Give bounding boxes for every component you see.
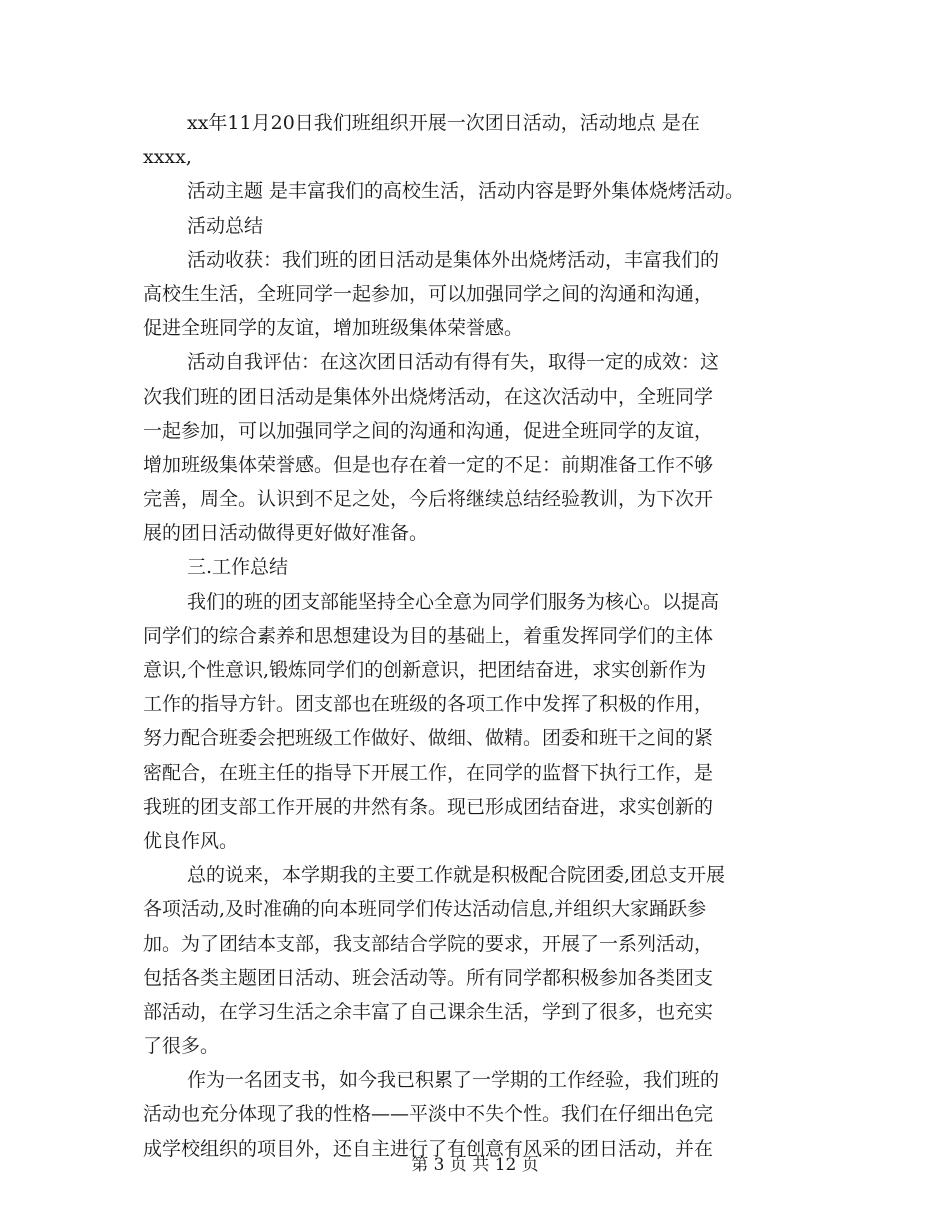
paragraph-line: 我班的团支部工作开展的井然有条。现已形成团结奋进，求实创新的 — [143, 795, 714, 818]
paragraph-line: 促进全班同学的友谊，增加班级集体荣誉感。 — [143, 317, 524, 340]
paragraph-line: 部活动，在学习生活之余丰富了自己课余生活，学到了很多，也充实 — [143, 1000, 714, 1023]
paragraph-line: 意识,个性意识,锻炼同学们的创新意识，把团结奋进，求实创新作为 — [143, 659, 707, 681]
section-heading: 活动总结 — [187, 214, 264, 237]
paragraph-line: 活动主题 是丰富我们的高校生活，活动内容是野外集体烧烤活动。 — [187, 180, 745, 203]
paragraph-line: 活动也充分体现了我的性格——平淡中不失个性。我们在仔细出色完 — [143, 1103, 714, 1126]
paragraph-line: 完善，周全。认识到不足之处，今后将继续总结经验教训，为下次开 — [143, 488, 714, 511]
paragraph-line: 努力配合班委会把班级工作做好、做细、做精。团委和班干之间的紧 — [143, 727, 714, 750]
paragraph-line: 次我们班的团日活动是集体外出烧烤活动，在这次活动中，全班同学 — [143, 385, 714, 408]
paragraph-line: 增加班级集体荣誉感。但是也存在着一定的不足：前期准备工作不够 — [143, 453, 714, 476]
paragraph-line: 我们的班的团支部能坚持全心全意为同学们服务为核心。以提高 — [187, 590, 720, 613]
page-footer — [0, 1153, 950, 1177]
document-body — [143, 106, 815, 1166]
paragraph-line: 总的说来，本学期我的主要工作就是积极配合院团委,团总支开展 — [187, 864, 726, 887]
paragraph-line: 作为一名团支书，如今我已积累了一学期的工作经验，我们班的 — [187, 1069, 720, 1092]
paragraph-line: 活动自我评估：在这次团日活动有得有失，取得一定的成效：这 — [187, 351, 720, 374]
paragraph-line: xx年11月20日我们班组织开展一次团日活动，活动地点 是在 — [187, 112, 700, 134]
paragraph-line: 了很多。 — [143, 1035, 220, 1058]
paragraph-line: xxxx, — [143, 146, 192, 169]
paragraph-line: 同学们的综合素养和思想建设为目的基础上，着重发挥同学们的主体 — [143, 624, 714, 647]
paragraph-line: 加。为了团结本支部，我支部结合学院的要求，开展了一系列活动， — [143, 932, 714, 955]
paragraph-line: 各项活动,及时准确的向本班同学们传达活动信息,并组织大家踊跃参 — [143, 898, 707, 921]
page-number: 第 3 页 共 12 页 — [411, 1155, 539, 1175]
paragraph-line: 展的团日活动做得更好做好准备。 — [143, 522, 429, 545]
paragraph-line: 工作的指导方针。团支部也在班级的各项工作中发挥了积极的作用， — [143, 693, 714, 716]
paragraph-line: 高校生生活，全班同学一起参加，可以加强同学之间的沟通和沟通， — [143, 282, 714, 305]
section-heading: 三.工作总结 — [187, 556, 289, 579]
paragraph-line: 成学校组织的项目外，还自主进行了有创意有风采的团日活动，并在 — [143, 1137, 714, 1160]
paragraph-line: 一起参加，可以加强同学之间的沟通和沟通，促进全班同学的友谊， — [143, 419, 714, 442]
paragraph-line: 包括各类主题团日活动、班会活动等。所有同学都积极参加各类团支 — [143, 966, 714, 989]
paragraph-line: 活动收获：我们班的团日活动是集体外出烧烤活动，丰富我们的 — [187, 248, 720, 271]
paragraph-line: 优良作风。 — [143, 829, 239, 852]
paragraph-line: 密配合，在班主任的指导下开展工作，在同学的监督下执行工作，是 — [143, 761, 714, 784]
